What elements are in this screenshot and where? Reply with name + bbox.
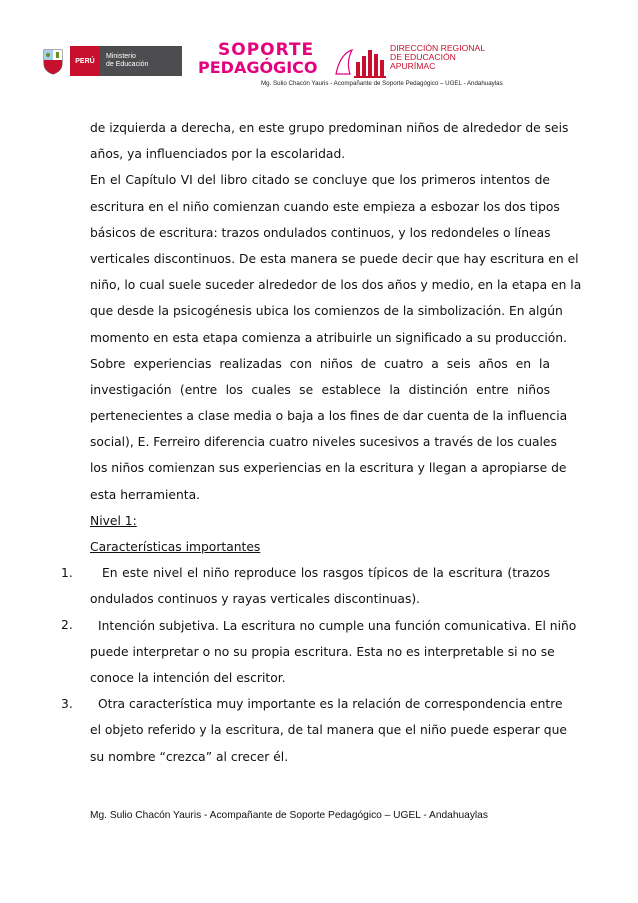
list-item-2-line: puede interpretar o no su propia escritura. Esta no es interpretable si no se <box>90 644 555 659</box>
list-item-1-line: En este nivel el niño reproduce los rasgos típicos de la escritura (trazos <box>102 566 550 581</box>
minedu-logo <box>38 46 182 76</box>
text-line: esta herramienta. <box>90 487 201 502</box>
list-item-3-line: Otra característica muy importante es la relación de correspondencia entre <box>98 697 563 712</box>
text-line: que desde la psicogénesis ubica los comienzos de la simbolización. En algún <box>90 304 563 319</box>
page-footer: Mg. Sulio Chacón Yauris - Acompañante de Soporte Pedagógico – UGEL - Andahuaylas <box>90 810 488 821</box>
text-line: años, ya influenciados por la escolaridad. <box>90 147 346 162</box>
peru-shield-icon <box>38 46 70 76</box>
text-line: En el Capítulo VI del libro citado se concluye que los primeros intentos de <box>90 173 550 188</box>
text-line: investigación (entre los cuales se establece la distinción entre niños <box>90 382 550 397</box>
text-line: básicos de escritura: trazos ondulados continuos, y los redondeles o líneas <box>90 225 551 240</box>
list-item-1-line: ondulados continuos y rayas verticales discontinuas). <box>90 592 421 607</box>
list-item-3-line: el objeto referido y la escritura, de tal manera que el niño puede esperar que <box>90 723 567 738</box>
soporte-pedagogico-logo <box>198 40 332 80</box>
text-line: momento en esta etapa comienza a atribuirle un significado a su producción. <box>90 330 567 345</box>
pedagogico-word: PEDAGÓGICO <box>198 58 318 77</box>
dre-name: DIRECCIÓN REGIONAL DE EDUCACIÓN APURÍMAC <box>390 43 486 71</box>
header-note: Mg. Sulio Chacón Yauris - Acompañante de Soporte Pedagógico – UGEL - Andahuaylas <box>261 80 503 87</box>
text-line: verticales discontinuos. De esta manera se puede decir que hay escritura en el <box>90 251 579 266</box>
list-number-3: 3. <box>61 697 73 711</box>
list-number-2: 2. <box>61 618 73 632</box>
text-line: pertenecientes a clase media o baja a los fines de dar cuenta de la influencia <box>90 409 568 424</box>
text-line: niño, lo cual suele suceder alrededor de los dos años y medio, en la etapa en la <box>90 278 582 293</box>
list-item-2-line: Intención subjetiva. La escritura no cumple una función comunicativa. El niño <box>98 618 577 633</box>
text-line: escritura en el niño comienzan cuando este empieza a esbozar los dos tipos <box>90 199 560 214</box>
document-body <box>90 115 582 770</box>
dre-apurimac-logo <box>332 42 492 82</box>
text-line: los niños comienzan sus experiencias en la escritura y llegan a apropiarse de <box>90 461 567 476</box>
list-item-3-line: su nombre “crezca” al crecer él. <box>90 749 289 764</box>
peru-label: PERÚ <box>70 46 100 76</box>
page-header <box>0 0 638 105</box>
list-item-2-line: conoce la intención del escritor. <box>90 670 286 685</box>
soporte-word: SOPORTE <box>218 40 315 60</box>
dre-emblem-icon <box>332 44 388 80</box>
text-line: social), E. Ferreiro diferencia cuatro niveles sucesivos a través de los cuales <box>90 435 557 450</box>
ministry-name: Ministerio de Educación <box>100 46 182 76</box>
text-line: de izquierda a derecha, en este grupo predominan niños de alrededor de seis <box>90 121 569 135</box>
subheading-caracteristicas: Características importantes <box>90 540 261 554</box>
section-heading-nivel-1: Nivel 1: <box>90 513 137 528</box>
list-number-1: 1. <box>61 566 73 580</box>
text-line: Sobre experiencias realizadas con niños de cuatro a seis años en la <box>90 356 550 371</box>
